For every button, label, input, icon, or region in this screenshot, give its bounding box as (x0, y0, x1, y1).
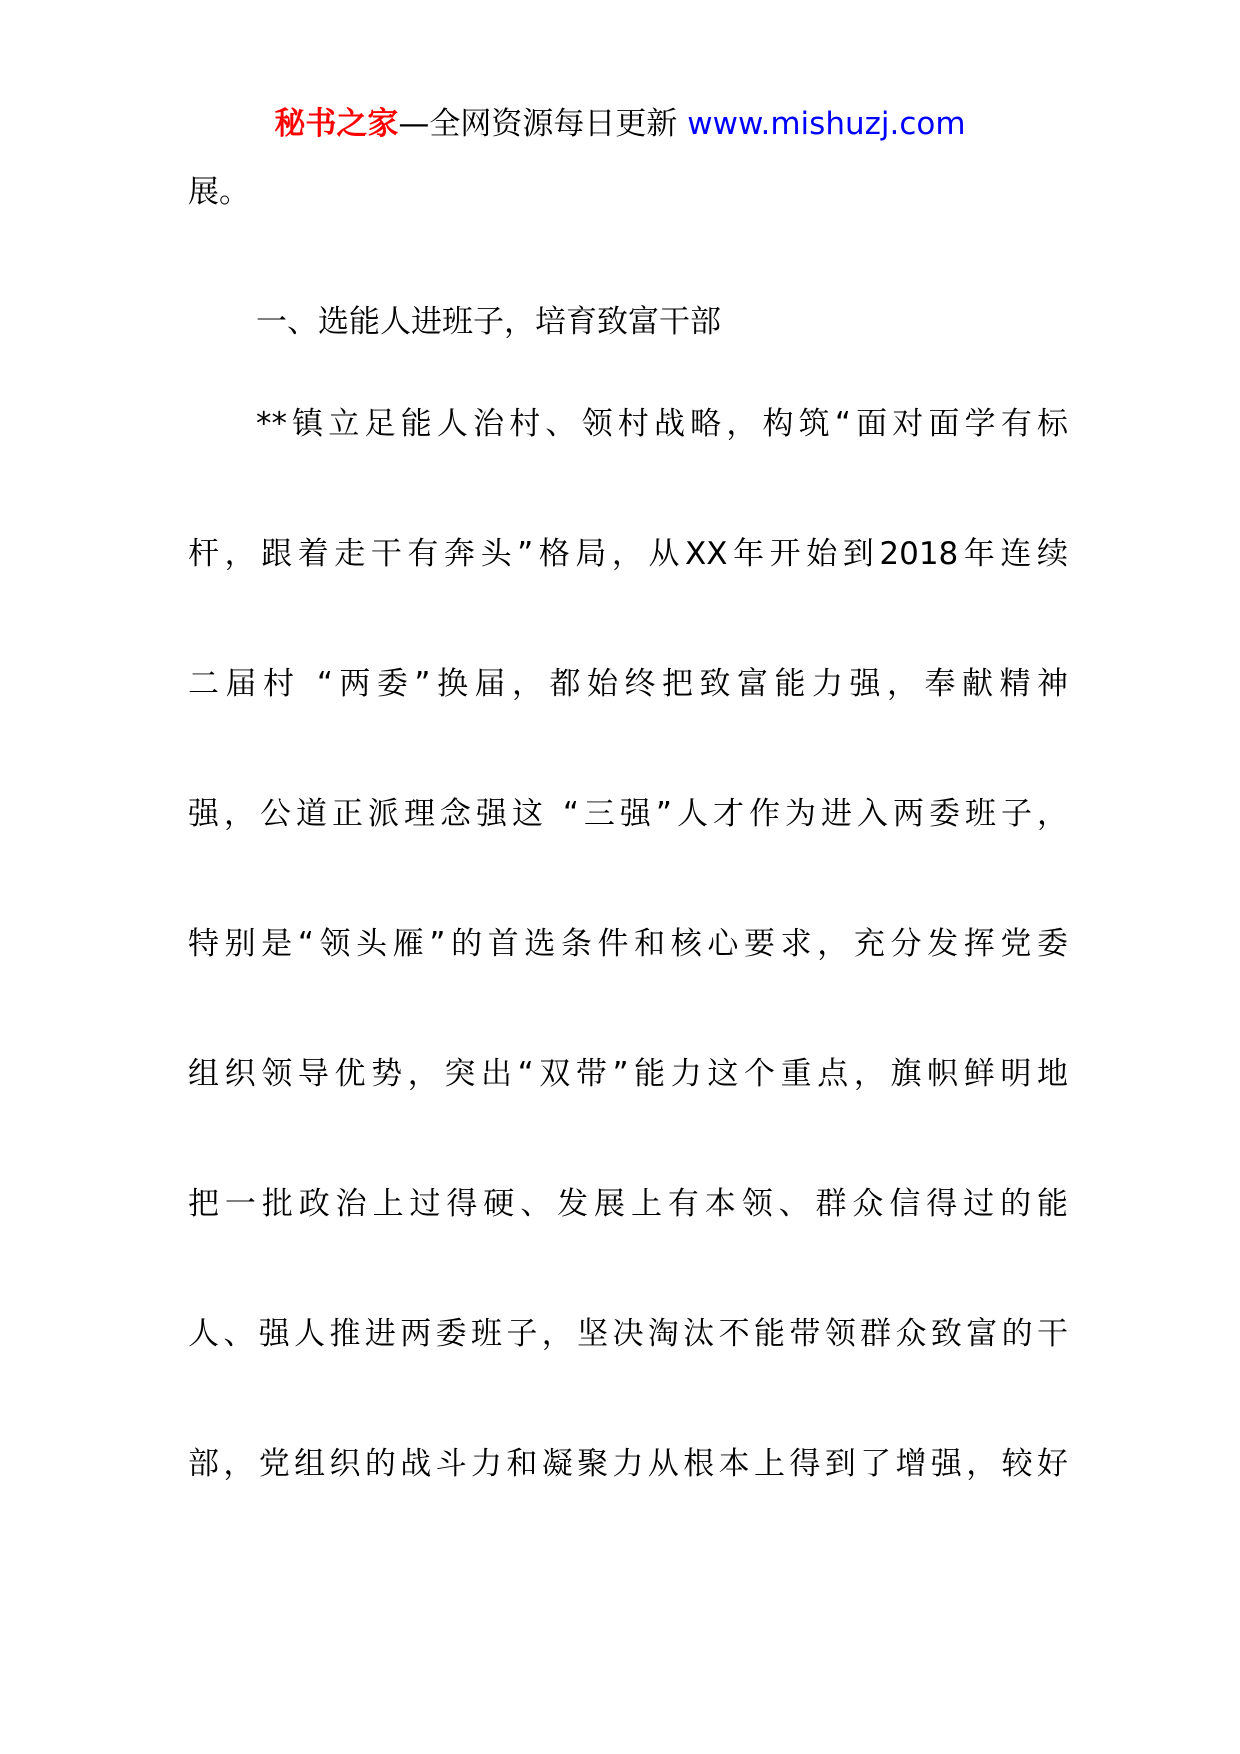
paragraph-line: 部，党组织的战斗力和凝聚力从根本上得到了增强，较好 (188, 1446, 1068, 1482)
brand-name: 秘书之家 (274, 106, 399, 142)
paragraph-line: 强，公道正派理念强这 “三强”人才作为进入两委班子， (188, 796, 1068, 832)
paragraph-line: 二届村 “两委”换届，都始终把致富能力强，奉献精神 (188, 666, 1068, 702)
paragraph-line: 特别是“领头雁”的首选条件和核心要求，充分发挥党委 (188, 926, 1068, 962)
header-tagline: —全网资源每日更新 (398, 106, 688, 142)
paragraph-line: **镇立足能人治村、领村战略，构筑“面对面学有标 (256, 406, 1068, 442)
paragraph-line: 杆，跟着走干有奔头”格局，从XX年开始到2018年连续 (188, 536, 1068, 572)
paragraph-line: 组织领导优势，突出“双带”能力这个重点，旗帜鲜明地 (188, 1056, 1068, 1092)
carryover-text: 展。 (188, 174, 250, 210)
site-url-link[interactable]: www.mishuzj.com (687, 106, 966, 142)
section-heading: 一、选能人进班子，培育致富干部 (256, 304, 721, 340)
site-header (0, 100, 1240, 148)
paragraph-line: 把一批政治上过得硬、发展上有本领、群众信得过的能 (188, 1186, 1068, 1222)
paragraph-line: 人、强人推进两委班子，坚决淘汰不能带领群众致富的干 (188, 1316, 1068, 1352)
